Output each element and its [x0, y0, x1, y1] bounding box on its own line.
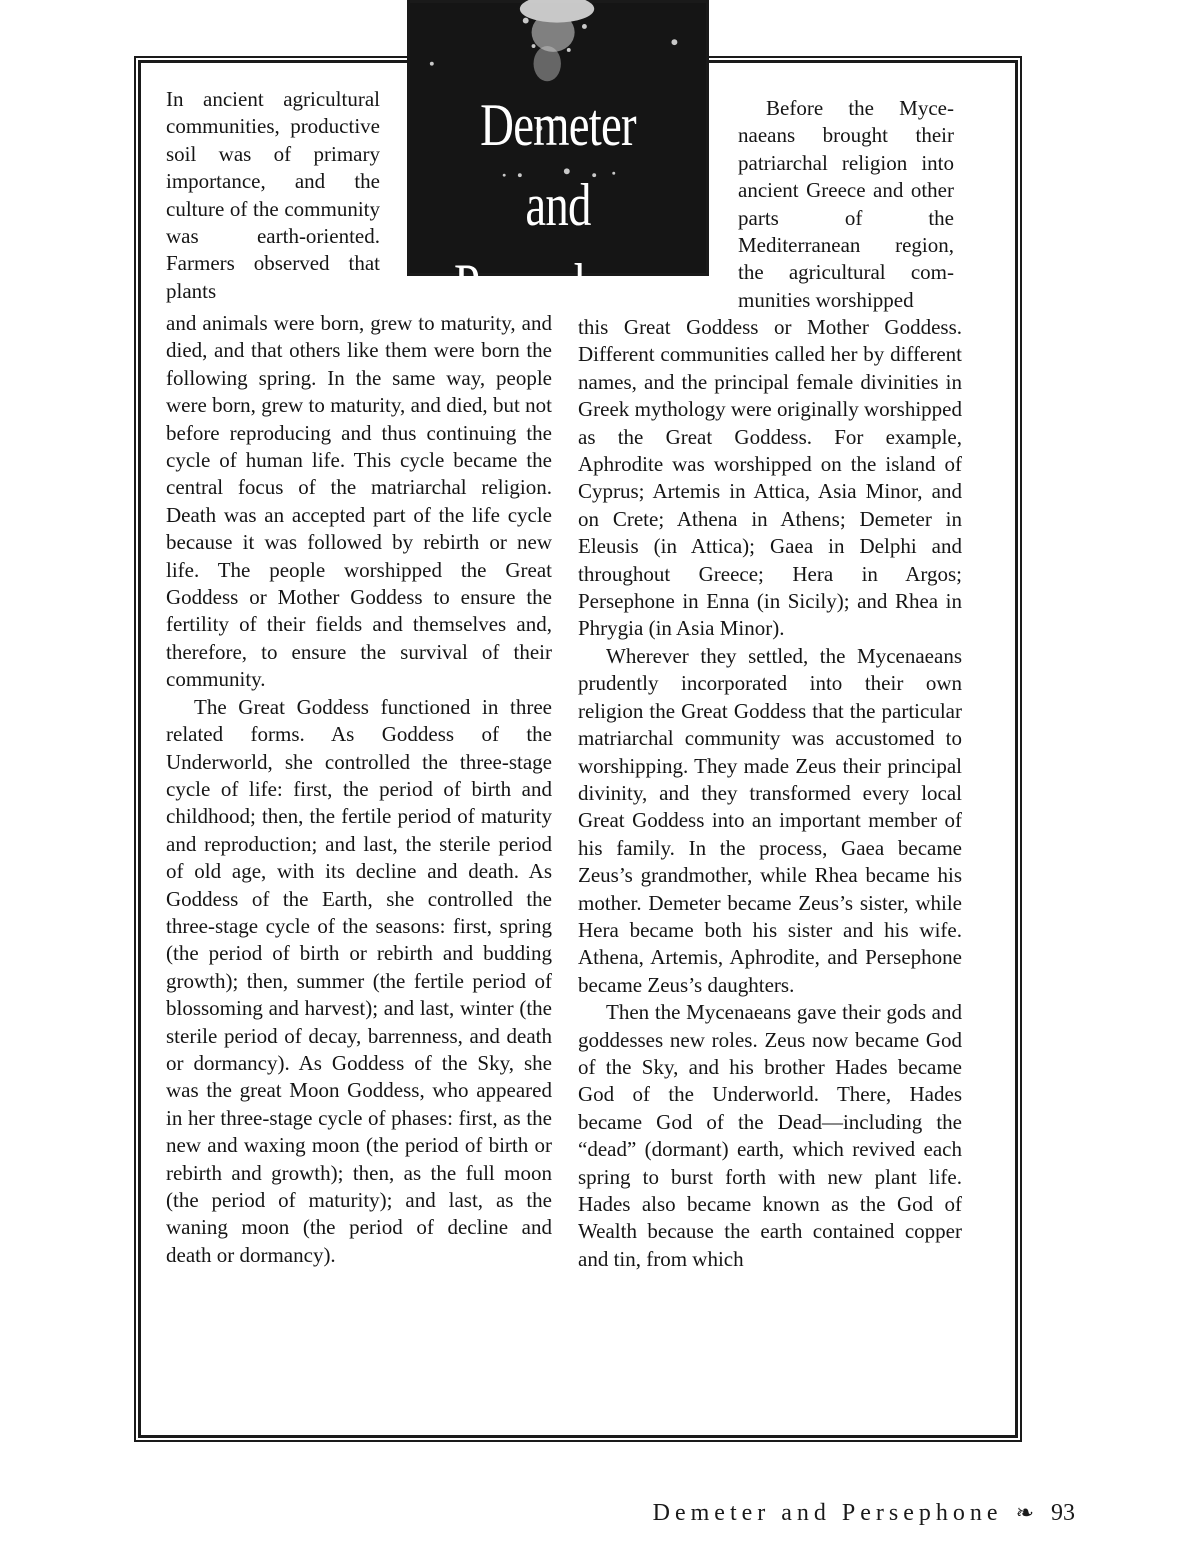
title-line-2: Persephone: [454, 252, 662, 318]
left-column-top: [166, 86, 380, 305]
running-title: Demeter and Persephone: [652, 1500, 1003, 1526]
page-number: 93: [1051, 1500, 1075, 1526]
page-footer: [653, 1500, 1075, 1527]
leaf-ornament-icon: ❧: [1015, 1500, 1034, 1525]
left-paragraph-2: The Great Goddess functioned in three related forms. As Goddess of the Underworld, she controlled the three-stage cycle of life: first, the period of birth and childhood; then, the fertile period of maturity and reproduction; and last, the sterile period of old age, with its decline and death. As Goddess of the Earth, she controlled the three-stage cycle of the seasons: first, spring (the period of birth or rebirth and budding growth); then, summer (the fertile period of blossoming and harvest); and last, winter (the sterile period of decay, barrenness, and death or dormancy). As Goddess of the Sky, she was the great Moon Goddess, who appeared in her three-stage cycle of phases: first, as the new and waxing moon (the period of birth or rebirth and growth); then, as the full moon (the period of maturity); and last, as the waning moon (the period of decline and death or dormancy).: [166, 694, 552, 1267]
right-top-paragraph: Before the Mycenaeans brought their patriarchal religion into ancient Greece and other parts of the Mediterranean region, the agricultural communities worshipped: [738, 96, 954, 312]
right-column-top: [738, 95, 954, 314]
right-paragraph-2: Wherever they settled, the Mycenaeans prudently incorporated into their own religion the Great Goddess that the particular matriarchal community was accustomed to worshipping. They made Zeus their principal divinity, and they transformed every local Great Goddess into an important member of his family. In the process, Gaea became Zeus’s grandmother, while Rhea became his mother. Demeter became Zeus’s sister, while Hera became both his sister and his wife. Athena, Artemis, Aphrodite, and Persephone became Zeus’s daughters.: [578, 643, 962, 997]
left-top-paragraph: In ancient agricultural communities, productive soil was of primary importance, and the culture of the community was earth-oriented. Farmers observed that plants: [166, 87, 380, 303]
right-paragraph-3: Then the Mycenaeans gave their gods and goddesses new roles. Zeus now became God of the Sky, and his brother Hades became God of the Underworld. There, Hades became God of the Dead—including the “dead” (dormant) earth, which revived each spring to burst forth with new plant life. Hades also became known as the God of Wealth because the earth contained copper and tin, from which: [578, 1000, 962, 1271]
left-column-main: [166, 310, 552, 1269]
title-line-1: Demeter and: [480, 92, 636, 238]
title-plate: [407, 0, 709, 318]
right-paragraph-1: this Great Goddess or Mother Goddess. Different communities called her by different names, and the principal female divinities in Greek mythology were originally worshipped as the Great Goddess. For example, Aphrodite was worshipped on the island of Cyprus; Artemis in Attica, Asia Minor, and on Crete; Athena in Athens; Demeter in Eleusis (in Attica); Gaea in Delphi and throughout Greece; Hera in Argos; Persephone in Enna (in Sicily); and Rhea in Phrygia (in Asia Minor).: [578, 315, 962, 641]
sidebar-title: [443, 85, 674, 325]
right-column-main: [578, 314, 962, 1273]
left-paragraph-1: and animals were born, grew to maturity, and died, and that others like them were born the following spring. In the same way, people were born, grew to maturity, and died, but not before reproducing and thus continuing the cycle of human life. This cycle became the central focus of the matriarchal religion. Death was an accepted part of the life cycle because it was followed by rebirth or new life. The people worshipped the Great Goddess or Mother Goddess to ensure the fertility of their fields and themselves and, therefore, to ensure the survival of their community.: [166, 311, 552, 692]
